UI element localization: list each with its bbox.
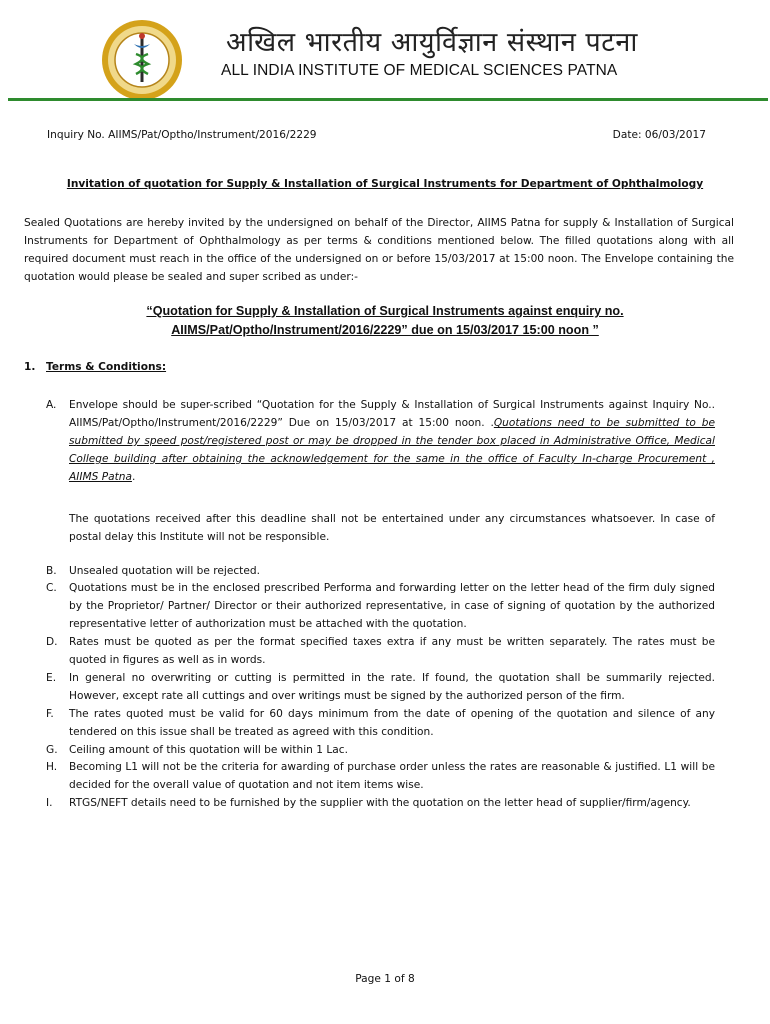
list-item	[46, 705, 715, 741]
document-date: Date: 06/03/2017	[612, 129, 706, 141]
quotation-heading-line-1: “Quotation for Supply & Installation of Surgical Instruments against enquiry no.	[146, 304, 624, 318]
list-item-text: Becoming L1 will not be the criteria for awarding of purchase order unless the rates are reasonable & justified. L1 will be decided for the overall value of quotation and not item items wise.	[69, 761, 715, 791]
header-divider	[8, 98, 768, 101]
terms-heading	[24, 358, 166, 376]
list-item-letter: H.	[46, 761, 58, 773]
inquiry-number: Inquiry No. AIIMS/Pat/Optho/Instrument/2016/2229	[47, 129, 317, 141]
list-item-letter: F.	[46, 708, 54, 720]
list-item-letter: B.	[46, 565, 57, 577]
list-item-letter: E.	[46, 672, 57, 684]
quotation-heading	[0, 302, 770, 340]
list-item-letter: G.	[46, 744, 58, 756]
list-item-letter: A.	[46, 399, 57, 411]
page-number: Page 1 of 8	[355, 973, 415, 985]
list-item-text: Rates must be quoted as per the format specified taxes extra if any must be written separately. The rates must be quoted in figures as well as in words.	[69, 636, 715, 666]
list-item-letter: C.	[46, 582, 57, 594]
list-item-letter: I.	[46, 797, 53, 809]
list-item-text: The rates quoted must be valid for 60 days minimum from the date of opening of the quotation and silence of any tendered on this issue shall be treated as agreed with this condition.	[69, 708, 715, 738]
list-item	[46, 562, 715, 580]
list-item	[46, 396, 715, 486]
list-item-letter: D.	[46, 636, 58, 648]
terms-number: 1.	[24, 361, 36, 373]
list-item-text: Ceiling amount of this quotation will be within 1 Lac.	[69, 744, 348, 756]
deadline-note: The quotations received after this deadline shall not be entertained under any circumstances whatsoever. In case of postal delay this Institute will not be responsible.	[69, 513, 715, 543]
institute-title-english: ALL INDIA INSTITUTE OF MEDICAL SCIENCES PATNA	[221, 62, 618, 79]
list-item	[46, 579, 715, 633]
list-item	[46, 758, 715, 794]
institute-title-hindi: अखिल भारतीय आयुर्विज्ञान संस्थान पटना	[226, 27, 638, 58]
list-item-text: Unsealed quotation will be rejected.	[69, 565, 260, 577]
list-item	[46, 669, 715, 705]
list-item-text: Quotations must be in the enclosed prescribed Performa and forwarding letter on the letter head of the firm duly signed by the Proprietor/ Partner/ Director or their authorized representative, in case of signing of quotation by the authorized representative letter of authorization must be attached with the quotation.	[69, 582, 715, 630]
list-item-text: Envelope should be super-scribed “Quotation for the Supply & Installation of Surgical Instruments against Inquiry No.. AIIMS/Pat/Optho/Instrument/2016/2229” Due on 15/03/2017 at 15:00 noon. .Quotations need to be submitted to be submitted by speed post/registered post or may be dropped in the tender box placed in Administrative Office, Medical College building after obtaining the acknowledgement for the same in the office of Faculty In-charge Procurement , AIIMS Patna.	[69, 399, 715, 483]
submission-instructions: Quotations need to be submitted to be submitted by speed post/registered post or may be dropped in the tender box placed in Administrative Office, Medical College building after obtaining the acknowledgement for the same in the office of Faculty In-charge Procurement , AIIMS Patna	[69, 417, 715, 483]
terms-label: Terms & Conditions:	[46, 361, 167, 373]
aiims-emblem-icon	[100, 18, 184, 102]
list-item-text: In general no overwriting or cutting is permitted in the rate. If found, the quotation shall be summarily rejected. However, except rate all cuttings and over writings must be signed by the authorized person of the firm.	[69, 672, 715, 702]
invitation-title: Invitation of quotation for Supply & Installation of Surgical Instruments for Department of Ophthalmology	[66, 178, 704, 190]
quotation-heading-line-2: AIIMS/Pat/Optho/Instrument/2016/2229” due on 15/03/2017 15:00 noon ”	[171, 323, 599, 337]
intro-paragraph: Sealed Quotations are hereby invited by the undersigned on behalf of the Director, AIIMS Patna for supply & Installation of Surgical Instruments for Department of Ophthalmology as per terms & conditions mentioned below. The filled quotations along with all required document must reach in the office of the undersigned on or before 15/03/2017 at 15:00 noon. The Envelope containing the quotation would please be sealed and super scribed as under:-	[24, 217, 734, 283]
list-item	[46, 633, 715, 669]
list-item-text: RTGS/NEFT details need to be furnished by the supplier with the quotation on the letter head of supplier/firm/agency.	[69, 797, 691, 809]
list-item	[46, 741, 715, 759]
list-item	[46, 794, 715, 812]
